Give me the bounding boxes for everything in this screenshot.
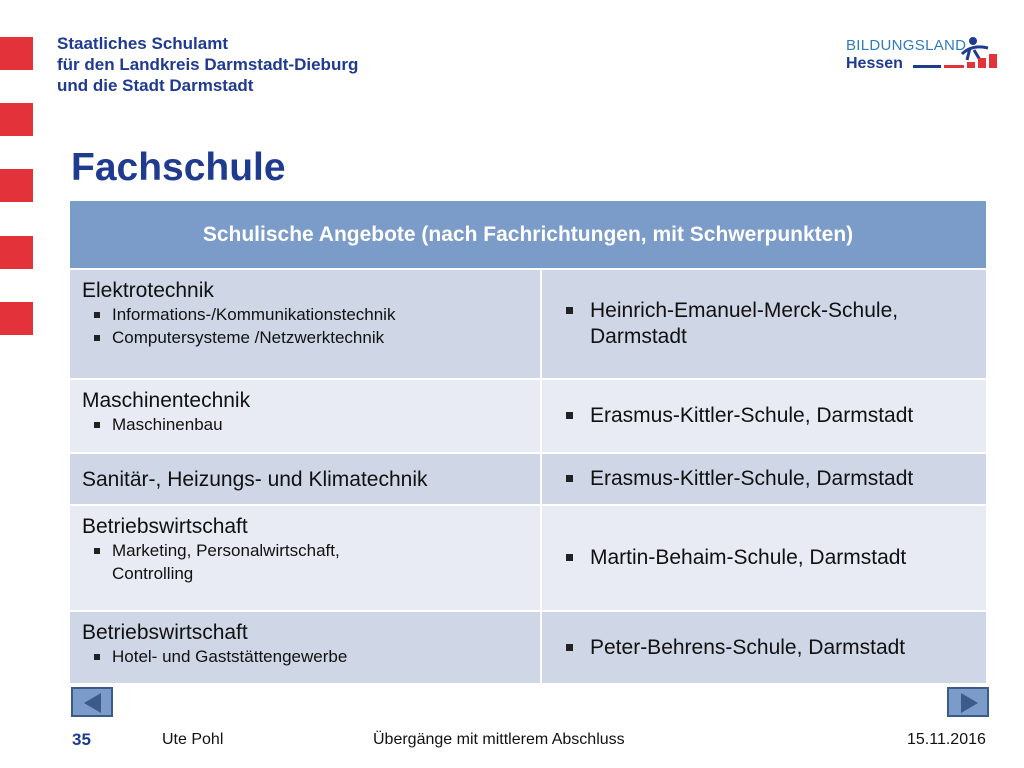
- specialization: Marketing, Personalwirtschaft, Controlling: [82, 539, 402, 585]
- organization-name: [57, 33, 358, 96]
- school-cell: [541, 505, 987, 611]
- decor-red-bar: [0, 236, 33, 269]
- page-title: Fachschule: [71, 146, 286, 189]
- field-cell: [69, 611, 541, 684]
- field-cell: [69, 269, 541, 379]
- previous-slide-button[interactable]: [71, 687, 113, 717]
- org-line: für den Landkreis Darmstadt-Dieburg: [57, 55, 359, 74]
- footer-date: 15.11.2016: [907, 731, 986, 748]
- offerings-table: [69, 200, 987, 684]
- specialization: Informations-/Kommunikationstechnik: [82, 303, 530, 326]
- logo-text-line2: Hessen: [846, 55, 903, 72]
- table-row: [69, 379, 987, 453]
- field-name: Betriebswirtschaft: [82, 515, 248, 538]
- school-name: Erasmus-Kittler-Schule, Darmstadt: [556, 403, 976, 429]
- next-slide-button[interactable]: [947, 687, 989, 717]
- school-name: Peter-Behrens-Schule, Darmstadt: [556, 635, 976, 661]
- decor-red-bar: [0, 103, 33, 136]
- slide-number: 35: [72, 730, 91, 749]
- bildungsland-hessen-logo: [840, 34, 1005, 76]
- table-row: [69, 611, 987, 684]
- field-cell: [69, 453, 541, 505]
- specialization: Hotel- und Gaststättengewerbe: [82, 645, 530, 668]
- logo-text-line1: BILDUNGSLAND: [846, 37, 967, 54]
- school-name: Heinrich-Emanuel-Merck-Schule, Darmstadt: [556, 298, 976, 350]
- table-header-row: [69, 200, 987, 269]
- table-row: [69, 505, 987, 611]
- triangle-right-icon: [957, 691, 981, 715]
- runner-icon: [910, 34, 1005, 76]
- footer-author: Ute Pohl: [162, 731, 224, 748]
- table-header: Schulische Angebote (nach Fachrichtungen, mit Schwerpunkten): [69, 200, 987, 269]
- table-row: [69, 453, 987, 505]
- field-name: Betriebswirtschaft: [82, 621, 248, 644]
- school-name: Martin-Behaim-Schule, Darmstadt: [556, 545, 976, 571]
- field-name: Sanitär-, Heizungs- und Klimatechnik: [82, 467, 428, 491]
- school-cell: [541, 453, 987, 505]
- field-cell: [69, 505, 541, 611]
- specialization: Computersysteme /Netzwerktechnik: [82, 326, 530, 349]
- org-line: Staatliches Schulamt: [57, 34, 229, 53]
- org-line: und die Stadt Darmstadt: [57, 76, 254, 95]
- footer-topic: Übergänge mit mittlerem Abschluss: [373, 731, 625, 748]
- school-name: Erasmus-Kittler-Schule, Darmstadt: [556, 466, 976, 492]
- decor-red-bar: [0, 302, 33, 335]
- triangle-left-icon: [81, 691, 105, 715]
- specialization: Maschinenbau: [82, 413, 530, 436]
- field-cell: [69, 379, 541, 453]
- field-name: Elektrotechnik: [82, 279, 214, 302]
- school-cell: [541, 379, 987, 453]
- decor-red-bar: [0, 169, 33, 202]
- field-name: Maschinentechnik: [82, 389, 251, 412]
- school-cell: [541, 269, 987, 379]
- table-row: [69, 269, 987, 379]
- school-cell: [541, 611, 987, 684]
- decor-red-bar: [0, 37, 33, 70]
